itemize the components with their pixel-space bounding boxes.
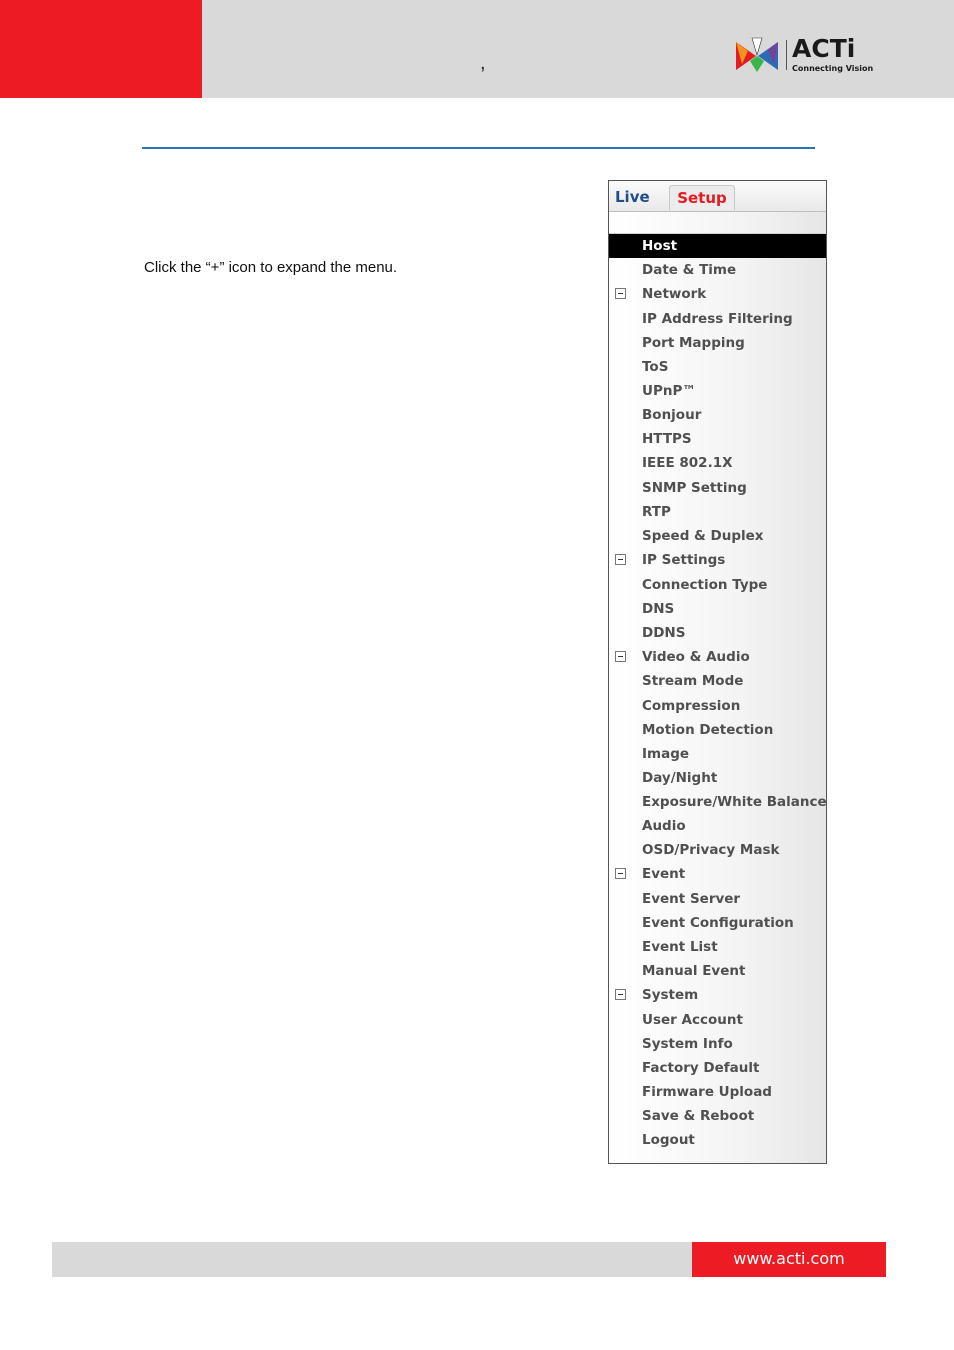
- menu-item-label: Date & Time: [642, 262, 737, 279]
- menu-item-label: Event Configuration: [642, 915, 794, 931]
- menu-item-label: Video & Audio: [642, 648, 750, 665]
- menu-item-label: UPnP™: [642, 383, 696, 400]
- menu-item-label: Firmware Upload: [642, 1084, 772, 1101]
- menu-item-host[interactable]: [609, 234, 826, 258]
- menu-item-bonjour[interactable]: [609, 403, 826, 427]
- tab-setup[interactable]: Setup: [669, 185, 735, 210]
- menu-item-date-time[interactable]: [609, 258, 826, 282]
- menu-item-label: Stream Mode: [642, 673, 744, 690]
- menu-item-label: DDNS: [642, 624, 686, 641]
- menu-item-system-info[interactable]: [609, 1032, 826, 1056]
- instruction-text: Click the “+” icon to expand the menu.: [144, 259, 398, 276]
- menu-item-connection-type[interactable]: [609, 573, 826, 597]
- menu-item-logout[interactable]: [609, 1128, 826, 1152]
- menu-item-label: Save & Reboot: [642, 1108, 755, 1125]
- menu-item-label: System: [642, 987, 699, 1004]
- tab-bar: [609, 181, 826, 212]
- menu-item-user-account[interactable]: [609, 1008, 826, 1032]
- menu-item-ip-settings[interactable]: [609, 548, 826, 573]
- menu-item-label: ToS: [642, 359, 669, 376]
- menu-item-label: Event Server: [642, 890, 741, 907]
- menu-item-ieee-802-1x[interactable]: [609, 451, 826, 475]
- minus-box-icon[interactable]: [615, 554, 626, 565]
- menu-item-upnp[interactable]: [609, 379, 826, 403]
- menu-item-https[interactable]: [609, 427, 826, 451]
- minus-box-icon[interactable]: [615, 651, 626, 662]
- menu-top-spacer: [609, 213, 826, 234]
- menu-item-label: IP Settings: [642, 551, 726, 568]
- logo-separator: [786, 40, 787, 70]
- menu-item-day-night[interactable]: [609, 766, 826, 790]
- minus-box-icon[interactable]: [615, 989, 626, 1000]
- menu-item-stream-mode[interactable]: [609, 669, 826, 693]
- menu-item-event-configuration[interactable]: [609, 911, 826, 935]
- footer-bar: [52, 1242, 692, 1277]
- menu-item-label: Speed & Duplex: [642, 527, 764, 544]
- acti-logo: [734, 34, 874, 76]
- menu-item-system[interactable]: [609, 983, 826, 1008]
- setup-menu: [609, 234, 826, 1153]
- menu-item-network[interactable]: [609, 282, 826, 307]
- footer-url[interactable]: www.acti.com: [692, 1242, 886, 1277]
- menu-item-label: DNS: [642, 600, 675, 617]
- menu-item-compression[interactable]: [609, 694, 826, 718]
- menu-item-port-mapping[interactable]: [609, 331, 826, 355]
- menu-item-label: Motion Detection: [642, 721, 774, 738]
- menu-item-label: Day/Night: [642, 769, 718, 786]
- menu-item-label: IP Address Filtering: [642, 310, 793, 327]
- menu-item-speed-duplex[interactable]: [609, 524, 826, 548]
- menu-item-factory-default[interactable]: [609, 1056, 826, 1080]
- minus-box-icon[interactable]: [615, 288, 626, 299]
- menu-item-exposure-white-balance[interactable]: [609, 790, 826, 814]
- menu-item-event-server[interactable]: [609, 887, 826, 911]
- menu-item-label: Event: [642, 866, 686, 883]
- menu-item-label: Connection Type: [642, 576, 768, 593]
- menu-item-label: Compression: [642, 697, 741, 714]
- menu-item-label: Logout: [642, 1132, 695, 1149]
- setup-menu-panel: [608, 180, 827, 1164]
- logo-tagline: Connecting Vision: [792, 64, 874, 73]
- menu-item-label: Port Mapping: [642, 334, 745, 351]
- header-comma: ,: [480, 52, 486, 74]
- menu-item-label: System Info: [642, 1036, 733, 1053]
- logo-wordmark: ACTi: [792, 34, 856, 63]
- menu-item-label: Exposure/White Balance: [642, 793, 827, 810]
- menu-item-rtp[interactable]: [609, 500, 826, 524]
- menu-item-label: HTTPS: [642, 431, 692, 448]
- menu-item-label: IEEE 802.1X: [642, 455, 733, 472]
- menu-item-label: OSD/Privacy Mask: [642, 842, 780, 859]
- menu-item-label: Factory Default: [642, 1060, 760, 1077]
- menu-item-manual-event[interactable]: [609, 959, 826, 983]
- menu-item-osd-privacy-mask[interactable]: [609, 838, 826, 862]
- acti-bowtie-logo-icon: [734, 36, 780, 76]
- menu-item-label: Manual Event: [642, 963, 746, 980]
- menu-item-event[interactable]: [609, 862, 826, 887]
- menu-item-label: Image: [642, 745, 690, 762]
- menu-item-event-list[interactable]: [609, 935, 826, 959]
- menu-item-label: SNMP Setting: [642, 479, 747, 496]
- menu-item-motion-detection[interactable]: [609, 718, 826, 742]
- menu-item-tos[interactable]: [609, 355, 826, 379]
- menu-item-label: Network: [642, 286, 707, 303]
- menu-item-ip-address-filtering[interactable]: [609, 307, 826, 331]
- menu-item-firmware-upload[interactable]: [609, 1080, 826, 1104]
- minus-box-icon[interactable]: [615, 868, 626, 879]
- menu-item-image[interactable]: [609, 742, 826, 766]
- menu-item-audio[interactable]: [609, 814, 826, 838]
- section-rule: [142, 147, 815, 149]
- header-red-block: [0, 0, 202, 98]
- tab-live[interactable]: Live: [615, 188, 650, 206]
- menu-item-video-audio[interactable]: [609, 645, 826, 670]
- menu-item-save-reboot[interactable]: [609, 1104, 826, 1128]
- menu-item-label: Event List: [642, 939, 718, 956]
- menu-item-label: Host: [642, 238, 678, 254]
- menu-item-label: User Account: [642, 1011, 743, 1028]
- menu-item-dns[interactable]: [609, 597, 826, 621]
- menu-item-label: Bonjour: [642, 407, 702, 424]
- menu-item-ddns[interactable]: [609, 621, 826, 645]
- menu-item-snmp-setting[interactable]: [609, 476, 826, 500]
- menu-item-label: Audio: [642, 818, 686, 835]
- menu-item-label: RTP: [642, 503, 671, 520]
